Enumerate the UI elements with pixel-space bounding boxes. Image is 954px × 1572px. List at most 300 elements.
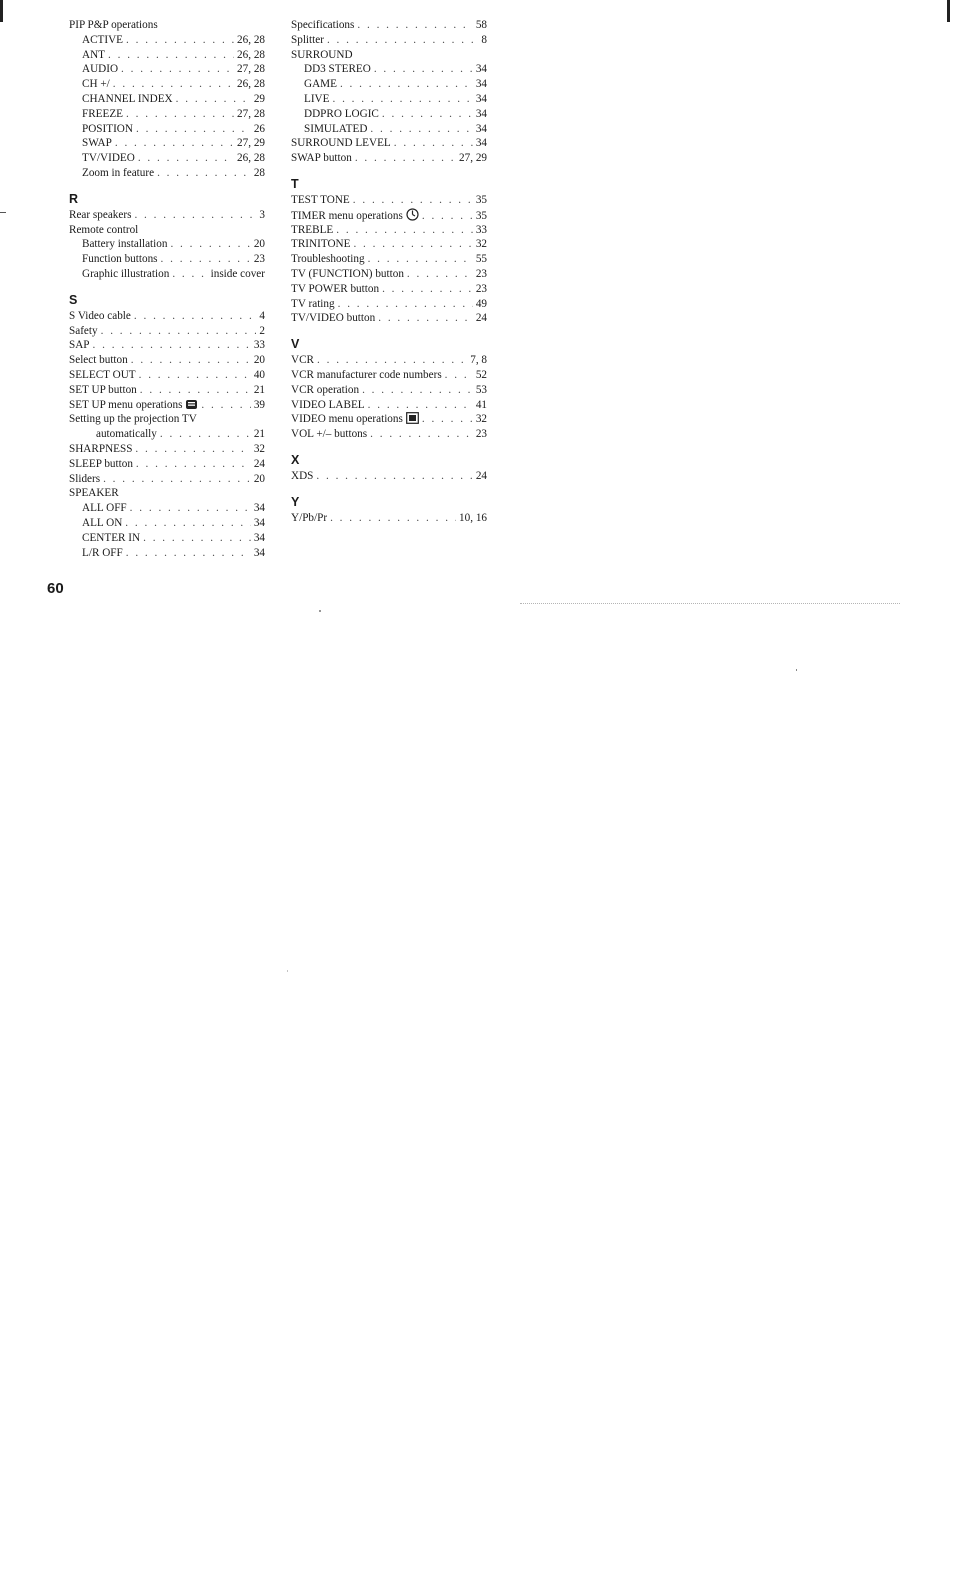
index-entry [291, 412, 487, 427]
index-entry [69, 324, 265, 339]
index-entry-term-text: automatically [96, 428, 157, 441]
index-entry-term-text: ANT [82, 48, 105, 61]
dot-leader [172, 267, 207, 282]
index-entry-pages: 21 [253, 428, 265, 441]
index-entry-pages: 55 [475, 253, 487, 266]
index-entry-term-text: Y/Pb/Pr [291, 511, 328, 524]
index-entry [291, 223, 487, 238]
index-entry-pages: 35 [475, 209, 487, 222]
dot-leader [160, 427, 251, 442]
dot-leader [355, 151, 456, 166]
index-entry [291, 511, 487, 526]
index-entry-term [82, 62, 118, 77]
index-entry [69, 77, 265, 92]
index-entry-term [291, 193, 350, 208]
dot-leader [370, 427, 473, 442]
index-entry [69, 412, 265, 427]
index-entry-pages: 20 [253, 472, 265, 485]
index-entry-term-text: GAME [304, 78, 337, 91]
dot-leader [394, 136, 473, 151]
index-entry-term-text: SURROUND LEVEL [291, 137, 391, 150]
index-entry-term [82, 48, 105, 63]
index-entry [291, 297, 487, 312]
index-entry-term [69, 208, 131, 223]
index-entry-term [291, 469, 313, 484]
index-entry-pages: 26 [253, 122, 265, 135]
index-entry-term [82, 136, 112, 151]
index-entry-pages: 27, 28 [237, 107, 265, 120]
index-entry-term [82, 267, 169, 282]
index-entry [69, 223, 265, 238]
dot-leader [382, 107, 473, 122]
index-entry [69, 62, 265, 77]
index-entry-term [69, 324, 98, 339]
dot-leader [121, 62, 234, 77]
index-entry-term [82, 501, 127, 516]
dot-leader [422, 209, 473, 224]
index-entry-term [304, 107, 379, 122]
index-entry-term [291, 427, 367, 442]
index-entry-term [96, 427, 157, 442]
dot-leader [368, 252, 473, 267]
dot-leader [327, 33, 478, 48]
index-entry [291, 398, 487, 413]
index-entry-pages: 23 [253, 253, 265, 266]
index-section-letter: X [291, 452, 300, 467]
index-column-right [291, 18, 487, 526]
index-entry [291, 136, 487, 151]
index-entry-term-text: Setting up the projection TV [69, 413, 197, 426]
dot-leader [136, 457, 251, 472]
index-entry-pages: 23 [475, 282, 487, 295]
index-entry-pages: 27, 29 [237, 137, 265, 150]
dot-leader [161, 252, 251, 267]
index-entry-pages: 35 [475, 193, 487, 206]
dot-leader [370, 122, 472, 137]
scan-edge-mark-left [0, 0, 3, 22]
index-entry-pages: 34 [475, 92, 487, 105]
index-entry [69, 107, 265, 122]
dot-leader [126, 546, 251, 561]
dot-leader [445, 368, 473, 383]
index-entry-pages: 34 [253, 546, 265, 559]
dot-leader [93, 338, 251, 353]
index-entry-term-text: SIMULATED [304, 122, 368, 135]
dot-leader [407, 267, 473, 282]
index-entry-term [82, 166, 154, 181]
index-entry-term-text: XDS [291, 469, 314, 482]
scan-edge-mark-right [947, 0, 950, 22]
index-entry-pages: 27, 29 [459, 152, 487, 165]
index-entry-term [69, 353, 128, 368]
index-entry-pages: 24 [253, 457, 265, 470]
index-entry-term [291, 223, 333, 238]
dot-leader [340, 77, 473, 92]
dot-leader [125, 516, 251, 531]
index-entry-term-text: TREBLE [291, 223, 334, 236]
index-entry-term [82, 33, 123, 48]
index-entry-term-text: Splitter [291, 33, 324, 46]
dot-leader [126, 33, 234, 48]
index-entry-term-text: TRINITONE [291, 238, 351, 251]
index-entry-term [291, 353, 314, 368]
index-entry-pages: 41 [475, 398, 487, 411]
index-entry-pages: 29 [253, 92, 265, 105]
index-entry-term-text: SET UP menu operations [69, 398, 183, 411]
index-entry-term [82, 252, 158, 267]
page-number: 60 [47, 580, 64, 597]
index-entry [69, 531, 265, 546]
index-entry-term-text: VCR manufacturer code numbers [291, 368, 442, 381]
index-entry-term-text: S Video cable [69, 309, 131, 322]
index-entry-term [291, 267, 404, 282]
index-entry-pages: 26, 28 [237, 78, 265, 91]
index-entry [69, 457, 265, 472]
dot-leader [135, 442, 250, 457]
dot-leader [362, 383, 473, 398]
index-entry-term [69, 457, 133, 472]
index-column-left [69, 18, 265, 560]
index-entry [291, 33, 487, 48]
dot-leader [134, 309, 257, 324]
dot-leader [353, 193, 473, 208]
index-entry [69, 338, 265, 353]
index-entry [291, 48, 487, 63]
dot-leader [338, 297, 473, 312]
index-entry-term [291, 368, 442, 383]
index-entry-term [69, 383, 137, 398]
index-entry-term-text: ALL OFF [82, 502, 127, 515]
index-entry-pages: 34 [475, 78, 487, 91]
dot-leader [330, 511, 456, 526]
index-entry-term-text: Graphic illustration [82, 267, 170, 280]
index-entry-pages: 10, 16 [459, 511, 487, 524]
index-entry [291, 282, 487, 297]
index-entry [291, 368, 487, 383]
index-entry-pages: 33 [475, 223, 487, 236]
index-entry-term [304, 92, 329, 107]
index-entry [69, 208, 265, 223]
index-entry [69, 383, 265, 398]
index-entry-term-text: SAP [69, 339, 90, 352]
index-entry [69, 516, 265, 531]
index-entry-term-text: SWAP button [291, 152, 352, 165]
dot-leader [138, 151, 234, 166]
dot-leader [422, 412, 473, 427]
index-entry-pages: 32 [475, 238, 487, 251]
scan-artifact-line [520, 603, 900, 604]
dot-leader [101, 324, 257, 339]
index-entry-term [291, 18, 354, 33]
index-entry-pages: 23 [475, 428, 487, 441]
index-entry-pages: 2 [259, 324, 265, 337]
index-entry-term-text: Specifications [291, 19, 355, 31]
index-entry-pages: 26, 28 [237, 48, 265, 61]
index-entry-term-text: ALL ON [82, 516, 123, 529]
index-section-letter: Y [291, 494, 300, 509]
index-entry [291, 62, 487, 77]
index-entry-term-text: VCR [291, 354, 315, 367]
index-entry [291, 18, 487, 33]
index-entry [69, 546, 265, 561]
index-entry-term-text: VIDEO LABEL [291, 398, 365, 411]
index-entry [69, 368, 265, 383]
index-entry-term [69, 486, 119, 501]
dot-leader [140, 383, 251, 398]
index-entry-term-text: CENTER IN [82, 531, 141, 544]
index-entry-term [82, 107, 123, 122]
index-entry [69, 122, 265, 137]
index-entry-pages: 33 [253, 339, 265, 352]
dot-leader [378, 311, 473, 326]
index-entry-term-text: ACTIVE [82, 33, 124, 46]
index-entry-term-text: SELECT OUT [69, 368, 136, 381]
scan-edge-tick [0, 212, 6, 213]
index-entry-pages: 40 [253, 368, 265, 381]
index-entry [291, 193, 487, 208]
index-entry-term [291, 311, 375, 326]
index-entry-term [69, 442, 132, 457]
scan-speck [796, 669, 797, 671]
index-entry-term-text: Troubleshooting [291, 253, 365, 266]
index-entry-term-text: PIP P&P operations [69, 19, 158, 31]
index-entry-pages: 3 [259, 208, 265, 221]
index-entry-pages: 52 [475, 368, 487, 381]
index-entry-term-text: TV POWER button [291, 282, 380, 295]
index-entry-pages: 20 [253, 354, 265, 367]
index-entry-pages: 20 [253, 238, 265, 251]
index-entry-term [291, 297, 335, 312]
index-entry [69, 427, 265, 442]
index-entry-term-text: Sliders [69, 472, 101, 485]
index-entry-term-text: TV/VIDEO button [291, 312, 376, 325]
index-entry-term-text: SHARPNESS [69, 442, 133, 455]
index-entry-term-text: Zoom in feature [82, 166, 155, 179]
index-entry-term-text: POSITION [82, 122, 133, 135]
dot-leader [143, 531, 251, 546]
index-entry [69, 92, 265, 107]
index-entry-term [291, 136, 391, 151]
index-entry-term [82, 546, 123, 561]
index-entry-term [69, 309, 131, 324]
index-entry [69, 166, 265, 181]
index-entry-pages: 34 [253, 531, 265, 544]
dot-leader [336, 223, 473, 238]
index-entry-pages: 26, 28 [237, 152, 265, 165]
index-entry [291, 427, 487, 442]
index-section-letter: T [291, 176, 299, 191]
index-entry-pages: 27, 28 [237, 63, 265, 76]
index-entry [291, 77, 487, 92]
index-entry-pages: 34 [475, 137, 487, 150]
index-entry [291, 208, 487, 223]
index-entry-term-text: Remote control [69, 223, 139, 236]
dot-leader [136, 122, 251, 137]
index-entry [69, 501, 265, 516]
index-entry [69, 252, 265, 267]
index-entry-term-text: SET UP button [69, 383, 137, 396]
dot-leader [115, 136, 234, 151]
dot-leader [176, 92, 251, 107]
dot-leader [157, 166, 251, 181]
index-entry-term-text: LIVE [304, 92, 330, 105]
index-entry-term [304, 62, 371, 77]
index-entry-term-text: VIDEO menu operations [291, 413, 403, 426]
index-entry-term-text: VCR operation [291, 383, 360, 396]
dot-leader [317, 353, 467, 368]
index-entry [291, 122, 487, 137]
index-entry-term-text: DD3 STEREO [304, 63, 371, 76]
index-entry-term-text: TV rating [291, 297, 335, 310]
index-entry [291, 237, 487, 252]
index-entry-term [82, 151, 135, 166]
index-entry-term [291, 383, 359, 398]
index-entry-term [304, 77, 337, 92]
index-entry [69, 442, 265, 457]
dot-leader [368, 398, 473, 413]
index-entry-term [304, 122, 367, 137]
dot-leader [126, 107, 234, 122]
dot-leader [374, 62, 473, 77]
index-entry-term [291, 33, 324, 48]
dot-leader [134, 208, 256, 223]
scan-speck [319, 610, 321, 612]
dot-leader [139, 368, 251, 383]
index-entry-term-text: TV (FUNCTION) button [291, 267, 404, 280]
index-entry-term-text: Battery installation [82, 238, 168, 251]
index-entry-term-text: TEST TONE [291, 193, 350, 206]
index-entry [69, 237, 265, 252]
index-section-letter: V [291, 337, 300, 352]
index-entry-term-text: Rear speakers [69, 208, 132, 221]
index-entry-term [69, 18, 158, 33]
index-entry-term [82, 122, 133, 137]
dot-leader [316, 469, 472, 484]
scan-speck [287, 970, 288, 972]
dot-leader [130, 501, 251, 516]
index-entry-pages: 39 [253, 398, 265, 411]
dot-leader [201, 398, 250, 413]
index-entry [69, 353, 265, 368]
index-entry-term [82, 531, 140, 546]
index-entry-pages: 24 [475, 469, 487, 482]
index-entry [69, 267, 265, 282]
index-entry-pages: 26, 28 [237, 33, 265, 46]
dot-leader [113, 77, 234, 92]
index-entry-term-text: TV/VIDEO [82, 152, 135, 165]
index-entry-term [69, 472, 100, 487]
index-entry-pages: 34 [475, 107, 487, 120]
index-section-letter: S [69, 292, 78, 307]
index-entry [69, 309, 265, 324]
index-entry-pages: 8 [481, 33, 487, 46]
index-entry-term [69, 412, 197, 427]
index-entry [69, 136, 265, 151]
index-entry-term [291, 237, 350, 252]
index-entry-pages: 21 [253, 383, 265, 396]
index-entry-pages: 34 [475, 63, 487, 76]
index-entry [69, 398, 265, 413]
index-entry-pages: 49 [475, 297, 487, 310]
index-entry-pages: 7, 8 [470, 354, 487, 367]
index-entry [69, 151, 265, 166]
index-entry-pages: inside cover [210, 267, 265, 280]
index-entry [291, 92, 487, 107]
index-entry-pages: 24 [475, 312, 487, 325]
index-entry-term [69, 338, 90, 353]
index-entry-term-text: TIMER menu operations [291, 209, 403, 222]
index-entry-pages: 58 [475, 19, 487, 31]
index-entry-pages: 34 [253, 502, 265, 515]
index-entry-pages: 34 [253, 516, 265, 529]
index-entry [69, 48, 265, 63]
dot-leader [103, 472, 251, 487]
index-entry [69, 18, 265, 33]
index-entry [291, 353, 487, 368]
dot-leader [357, 18, 472, 33]
index-entry-term-text: CHANNEL INDEX [82, 92, 173, 105]
index-entry [291, 252, 487, 267]
index-entry-term [82, 77, 110, 92]
index-entry-term-text: SURROUND [291, 48, 353, 61]
index-entry-pages: 23 [475, 267, 487, 280]
dot-leader [131, 353, 251, 368]
index-entry-term [291, 151, 352, 166]
dot-leader [170, 237, 250, 252]
dot-leader [108, 48, 234, 63]
index-entry-term [291, 252, 365, 267]
index-entry-term [69, 223, 138, 238]
index-entry-pages: 28 [253, 166, 265, 179]
index-entry [291, 469, 487, 484]
index-entry-pages: 4 [259, 309, 265, 322]
index-entry-term [291, 48, 353, 63]
index-entry-term [291, 398, 365, 413]
index-entry-pages: 53 [475, 383, 487, 396]
index-entry-pages: 32 [253, 442, 265, 455]
index-entry [291, 383, 487, 398]
index-entry-pages: 34 [475, 122, 487, 135]
index-entry [291, 107, 487, 122]
index-entry-term [82, 237, 167, 252]
dot-leader [332, 92, 472, 107]
index-entry-term [291, 282, 379, 297]
index-entry [291, 311, 487, 326]
index-entry-term-text: Select button [69, 354, 128, 367]
index-entry-term [291, 511, 327, 526]
index-entry-term-text: L/R OFF [82, 546, 123, 559]
index-entry-term-text: SPEAKER [69, 487, 119, 500]
index-entry [69, 472, 265, 487]
index-entry-pages: 32 [475, 413, 487, 426]
index-entry [291, 151, 487, 166]
index-entry-term-text: FREEZE [82, 107, 124, 120]
index-entry [69, 486, 265, 501]
index-entry-term [82, 516, 122, 531]
index-entry [291, 267, 487, 282]
index-entry-term [69, 368, 136, 383]
index-entry-term-text: DDPRO LOGIC [304, 107, 379, 120]
index-entry-term-text: VOL +/– buttons [291, 428, 368, 441]
index-entry-term-text: Function buttons [82, 253, 158, 266]
dot-leader [382, 282, 473, 297]
index-entry-term-text: SWAP [82, 137, 112, 150]
index-entry-term-text: SLEEP button [69, 457, 133, 470]
index-entry-term-text: CH +/ [82, 78, 110, 91]
index-entry-term [82, 92, 173, 107]
index-section-letter: R [69, 191, 79, 206]
index-entry-term-text: Safety [69, 324, 98, 337]
